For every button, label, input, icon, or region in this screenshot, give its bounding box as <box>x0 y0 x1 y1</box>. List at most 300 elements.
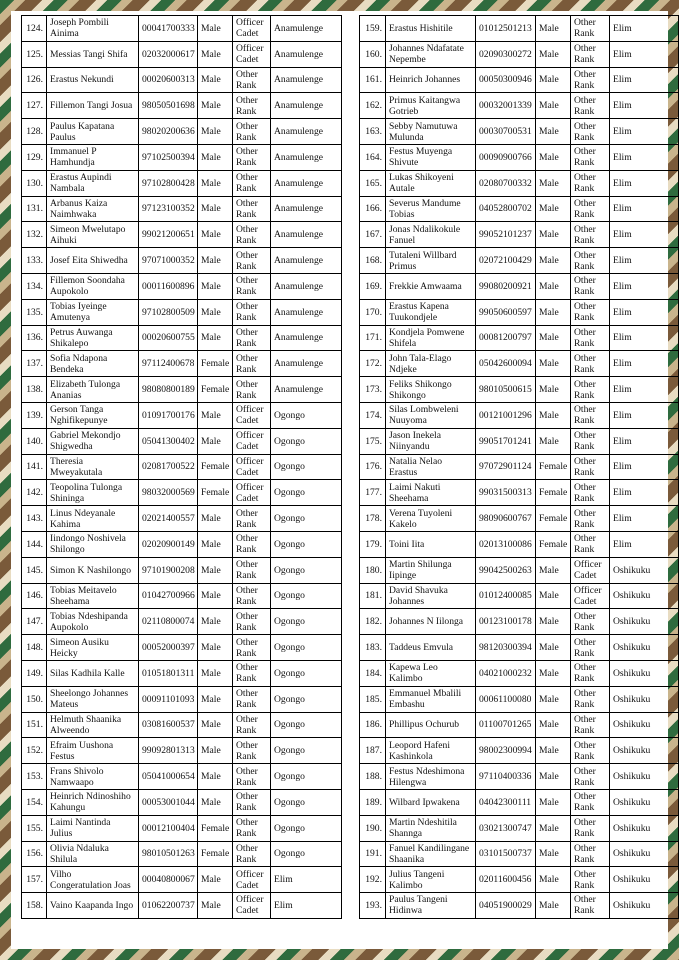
id-number-cell: 99052101237 <box>476 222 536 248</box>
id-number-cell: 00040800067 <box>139 867 198 893</box>
full-name-cell: Johannes Ndafatate Nepembe <box>386 41 476 67</box>
rank-cell: Other Rank <box>571 660 610 686</box>
table-row <box>22 222 342 248</box>
gender-cell: Male <box>198 893 233 919</box>
table-row <box>22 789 342 815</box>
id-number-cell: 00030700531 <box>476 119 536 145</box>
constituency-cell: Anamulenge <box>271 325 342 351</box>
row-number-cell: 192. <box>360 867 386 893</box>
rank-cell: Other Rank <box>233 248 271 274</box>
rank-cell: Other Rank <box>571 67 610 93</box>
constituency-cell: Elim <box>610 454 679 480</box>
row-number-cell: 177. <box>360 480 386 506</box>
full-name-cell: Martin Shilunga Iipinge <box>386 557 476 583</box>
rank-cell: Other Rank <box>571 41 610 67</box>
gender-cell: Male <box>198 16 233 42</box>
rank-cell: Other Rank <box>571 635 610 661</box>
rank-cell: Other Rank <box>233 506 271 532</box>
table-row <box>22 893 342 919</box>
id-number-cell: 97102800509 <box>139 299 198 325</box>
rank-cell: Other Rank <box>571 222 610 248</box>
rank-cell: Other Rank <box>233 377 271 403</box>
gender-cell: Female <box>536 454 571 480</box>
constituency-cell: Anamulenge <box>271 16 342 42</box>
rank-cell: Other Rank <box>233 738 271 764</box>
id-number-cell: 98002300994 <box>476 738 536 764</box>
rank-cell: Other Rank <box>571 789 610 815</box>
gender-cell: Male <box>198 764 233 790</box>
constituency-cell: Elim <box>610 93 679 119</box>
gender-cell: Male <box>536 557 571 583</box>
table-row <box>22 738 342 764</box>
row-number-cell: 173. <box>360 377 386 403</box>
table-row <box>360 93 679 119</box>
full-name-cell: Petrus Auwanga Shikalepo <box>47 325 139 351</box>
constituency-cell: Elim <box>610 325 679 351</box>
row-number-cell: 169. <box>360 273 386 299</box>
table-row <box>360 635 679 661</box>
full-name-cell: Fillemon Tangi Josua <box>47 93 139 119</box>
id-number-cell: 02090300272 <box>476 41 536 67</box>
full-name-cell: Sebby Namutuwa Mulunda <box>386 119 476 145</box>
gender-cell: Male <box>198 41 233 67</box>
full-name-cell: Simon K Nashilongo <box>47 557 139 583</box>
row-number-cell: 144. <box>22 531 47 557</box>
gender-cell: Male <box>536 867 571 893</box>
row-number-cell: 145. <box>22 557 47 583</box>
rank-cell: Other Rank <box>233 222 271 248</box>
row-number-cell: 147. <box>22 609 47 635</box>
id-number-cell: 04021000232 <box>476 660 536 686</box>
constituency-cell: Anamulenge <box>271 377 342 403</box>
gender-cell: Male <box>536 738 571 764</box>
id-number-cell: 98080800189 <box>139 377 198 403</box>
rank-cell: Other Rank <box>571 119 610 145</box>
table-row <box>22 712 342 738</box>
full-name-cell: Sofia Ndapona Bendeka <box>47 351 139 377</box>
full-name-cell: Feliks Shikongo Shikongo <box>386 377 476 403</box>
constituency-cell: Ogongo <box>271 480 342 506</box>
id-number-cell: 00050300946 <box>476 67 536 93</box>
id-number-cell: 00012100404 <box>139 815 198 841</box>
gender-cell: Male <box>536 686 571 712</box>
id-number-cell: 99051701241 <box>476 428 536 454</box>
table-row <box>360 402 679 428</box>
full-name-cell: Tobias Meitavelo Sheehama <box>47 583 139 609</box>
gender-cell: Female <box>536 506 571 532</box>
table-row <box>22 196 342 222</box>
full-name-cell: Tutaleni Willbard Primus <box>386 248 476 274</box>
rank-cell: Other Rank <box>571 144 610 170</box>
gender-cell: Female <box>198 351 233 377</box>
gender-cell: Male <box>536 764 571 790</box>
gender-cell: Male <box>198 93 233 119</box>
gender-cell: Male <box>536 635 571 661</box>
id-number-cell: 97101900208 <box>139 557 198 583</box>
gender-cell: Male <box>198 686 233 712</box>
id-number-cell: 99092801313 <box>139 738 198 764</box>
row-number-cell: 132. <box>22 222 47 248</box>
table-row <box>360 738 679 764</box>
row-number-cell: 146. <box>22 583 47 609</box>
full-name-cell: Messias Tangi Shifa <box>47 41 139 67</box>
table-row <box>22 867 342 893</box>
table-row <box>360 454 679 480</box>
gender-cell: Male <box>198 583 233 609</box>
table-row <box>22 583 342 609</box>
table-row <box>360 377 679 403</box>
id-number-cell: 00041700333 <box>139 16 198 42</box>
full-name-cell: Teopolina Tulonga Shininga <box>47 480 139 506</box>
full-name-cell: Jason Inekela Niinyandu <box>386 428 476 454</box>
row-number-cell: 165. <box>360 170 386 196</box>
row-number-cell: 141. <box>22 454 47 480</box>
row-number-cell: 155. <box>22 815 47 841</box>
table-row <box>22 170 342 196</box>
gender-cell: Male <box>536 377 571 403</box>
table-row <box>360 867 679 893</box>
gender-cell: Male <box>536 428 571 454</box>
row-number-cell: 129. <box>22 144 47 170</box>
id-number-cell: 98090600767 <box>476 506 536 532</box>
full-name-cell: Frekkie Amwaama <box>386 273 476 299</box>
id-number-cell: 00011600896 <box>139 273 198 299</box>
id-number-cell: 03081600537 <box>139 712 198 738</box>
full-name-cell: Paulus Kapatana Paulus <box>47 119 139 145</box>
row-number-cell: 187. <box>360 738 386 764</box>
gender-cell: Female <box>536 531 571 557</box>
id-number-cell: 98020200636 <box>139 119 198 145</box>
id-number-cell: 03021300747 <box>476 815 536 841</box>
full-name-cell: Fanuel Kandilingane Shaanika <box>386 841 476 867</box>
rank-cell: Officer Cadet <box>233 893 271 919</box>
id-number-cell: 98050501698 <box>139 93 198 119</box>
constituency-cell: Oshikuku <box>610 712 679 738</box>
row-number-cell: 138. <box>22 377 47 403</box>
row-number-cell: 185. <box>360 686 386 712</box>
constituency-cell: Ogongo <box>271 583 342 609</box>
gender-cell: Male <box>198 506 233 532</box>
row-number-cell: 151. <box>22 712 47 738</box>
table-row <box>22 93 342 119</box>
row-number-cell: 174. <box>360 402 386 428</box>
full-name-cell: Laimi Nantinda Julius <box>47 815 139 841</box>
id-number-cell: 00081200797 <box>476 325 536 351</box>
row-number-cell: 158. <box>22 893 47 919</box>
constituency-cell: Anamulenge <box>271 170 342 196</box>
table-row <box>360 712 679 738</box>
gender-cell: Male <box>198 67 233 93</box>
full-name-cell: Toini Iita <box>386 531 476 557</box>
full-name-cell: Frans Shivolo Namwaapo <box>47 764 139 790</box>
full-name-cell: Erastus Aupindi Nambala <box>47 170 139 196</box>
rank-cell: Other Rank <box>233 841 271 867</box>
id-number-cell: 05042600094 <box>476 351 536 377</box>
rank-cell: Other Rank <box>233 609 271 635</box>
table-row <box>22 273 342 299</box>
rank-cell: Other Rank <box>571 170 610 196</box>
constituency-cell: Anamulenge <box>271 248 342 274</box>
row-number-cell: 164. <box>360 144 386 170</box>
table-row <box>22 531 342 557</box>
full-name-cell: Wilbard Ipwakena <box>386 789 476 815</box>
gender-cell: Male <box>198 660 233 686</box>
id-number-cell: 02020900149 <box>139 531 198 557</box>
rank-cell: Other Rank <box>233 712 271 738</box>
full-name-cell: Vilho Congeratulation Joas <box>47 867 139 893</box>
rank-cell: Other Rank <box>233 557 271 583</box>
id-number-cell: 05041300402 <box>139 428 198 454</box>
row-number-cell: 131. <box>22 196 47 222</box>
constituency-cell: Ogongo <box>271 686 342 712</box>
id-number-cell: 98010500615 <box>476 377 536 403</box>
rank-cell: Other Rank <box>233 119 271 145</box>
gender-cell: Male <box>536 841 571 867</box>
full-name-cell: Taddeus Emvula <box>386 635 476 661</box>
full-name-cell: Natalia Nelao Erastus <box>386 454 476 480</box>
id-number-cell: 01012501213 <box>476 16 536 42</box>
rank-cell: Other Rank <box>571 248 610 274</box>
full-name-cell: Joseph Pombili Ainima <box>47 16 139 42</box>
rank-cell: Officer Cadet <box>233 454 271 480</box>
table-row <box>360 557 679 583</box>
id-number-cell: 02081700522 <box>139 454 198 480</box>
table-row <box>360 815 679 841</box>
rank-cell: Officer Cadet <box>233 16 271 42</box>
constituency-cell: Elim <box>271 867 342 893</box>
id-number-cell: 02072100429 <box>476 248 536 274</box>
row-number-cell: 142. <box>22 480 47 506</box>
id-number-cell: 04051900029 <box>476 893 536 919</box>
constituency-cell: Anamulenge <box>271 273 342 299</box>
rank-cell: Other Rank <box>233 273 271 299</box>
gender-cell: Female <box>198 454 233 480</box>
full-name-cell: Efraim Uushona Festus <box>47 738 139 764</box>
table-row <box>22 454 342 480</box>
row-number-cell: 154. <box>22 789 47 815</box>
constituency-cell: Oshikuku <box>610 583 679 609</box>
full-name-cell: Paulus Tangeni Hidinwa <box>386 893 476 919</box>
gender-cell: Male <box>198 402 233 428</box>
constituency-cell: Ogongo <box>271 557 342 583</box>
table-row <box>22 299 342 325</box>
gender-cell: Male <box>198 222 233 248</box>
row-number-cell: 168. <box>360 248 386 274</box>
full-name-cell: Leopord Hafeni Kashinkola <box>386 738 476 764</box>
table-row <box>22 815 342 841</box>
constituency-cell: Elim <box>610 170 679 196</box>
full-name-cell: John Tala-Elago Ndjeke <box>386 351 476 377</box>
row-number-cell: 184. <box>360 660 386 686</box>
gender-cell: Female <box>536 480 571 506</box>
table-row <box>22 428 342 454</box>
gender-cell: Male <box>198 789 233 815</box>
constituency-cell: Elim <box>610 273 679 299</box>
gender-cell: Male <box>536 299 571 325</box>
table-row <box>22 609 342 635</box>
table-row <box>22 506 342 532</box>
row-number-cell: 133. <box>22 248 47 274</box>
row-number-cell: 188. <box>360 764 386 790</box>
constituency-cell: Ogongo <box>271 660 342 686</box>
gender-cell: Male <box>536 67 571 93</box>
row-number-cell: 143. <box>22 506 47 532</box>
constituency-cell: Ogongo <box>271 609 342 635</box>
gender-cell: Male <box>536 170 571 196</box>
gender-cell: Male <box>198 196 233 222</box>
row-number-cell: 172. <box>360 351 386 377</box>
gender-cell: Male <box>198 867 233 893</box>
row-number-cell: 190. <box>360 815 386 841</box>
constituency-cell: Oshikuku <box>610 764 679 790</box>
row-number-cell: 135. <box>22 299 47 325</box>
full-name-cell: Jonas Ndalikokule Fanuel <box>386 222 476 248</box>
row-number-cell: 152. <box>22 738 47 764</box>
constituency-cell: Ogongo <box>271 841 342 867</box>
row-number-cell: 126. <box>22 67 47 93</box>
row-number-cell: 166. <box>360 196 386 222</box>
row-number-cell: 127. <box>22 93 47 119</box>
rank-cell: Other Rank <box>571 196 610 222</box>
full-name-cell: Kapewa Leo Kalimbo <box>386 660 476 686</box>
row-number-cell: 181. <box>360 583 386 609</box>
table-row <box>22 67 342 93</box>
gender-cell: Male <box>536 119 571 145</box>
row-number-cell: 191. <box>360 841 386 867</box>
rank-cell: Other Rank <box>233 531 271 557</box>
id-number-cell: 00123100178 <box>476 609 536 635</box>
constituency-cell: Anamulenge <box>271 41 342 67</box>
rank-cell: Other Rank <box>571 454 610 480</box>
constituency-cell: Ogongo <box>271 454 342 480</box>
gender-cell: Male <box>198 712 233 738</box>
rank-cell: Other Rank <box>571 712 610 738</box>
table-row <box>22 764 342 790</box>
id-number-cell: 04052800702 <box>476 196 536 222</box>
full-name-cell: Linus Ndeyanale Kahima <box>47 506 139 532</box>
table-row <box>360 16 679 42</box>
row-number-cell: 159. <box>360 16 386 42</box>
full-name-cell: Festus Ndeshimona Hilengwa <box>386 764 476 790</box>
table-row <box>22 41 342 67</box>
gender-cell: Female <box>198 815 233 841</box>
constituency-cell: Oshikuku <box>610 660 679 686</box>
row-number-cell: 148. <box>22 635 47 661</box>
constituency-cell: Elim <box>610 196 679 222</box>
constituency-cell: Elim <box>610 480 679 506</box>
rank-cell: Other Rank <box>571 93 610 119</box>
constituency-cell: Anamulenge <box>271 144 342 170</box>
full-name-cell: Simeon Ausiku Heicky <box>47 635 139 661</box>
id-number-cell: 01051801311 <box>139 660 198 686</box>
gender-cell: Male <box>536 93 571 119</box>
gender-cell: Female <box>198 377 233 403</box>
table-row <box>22 686 342 712</box>
row-number-cell: 134. <box>22 273 47 299</box>
row-number-cell: 182. <box>360 609 386 635</box>
rank-cell: Other Rank <box>571 738 610 764</box>
id-number-cell: 98120300394 <box>476 635 536 661</box>
full-name-cell: Erastus Hishitile <box>386 16 476 42</box>
full-name-cell: Heinrich Johannes <box>386 67 476 93</box>
rank-cell: Officer Cadet <box>571 557 610 583</box>
rank-cell: Other Rank <box>233 635 271 661</box>
gender-cell: Male <box>198 609 233 635</box>
gender-cell: Male <box>198 635 233 661</box>
row-number-cell: 179. <box>360 531 386 557</box>
table-row <box>360 170 679 196</box>
id-number-cell: 97110400336 <box>476 764 536 790</box>
rank-cell: Other Rank <box>571 273 610 299</box>
constituency-cell: Elim <box>610 351 679 377</box>
row-number-cell: 156. <box>22 841 47 867</box>
table-row <box>360 789 679 815</box>
full-name-cell: Immanuel P Hamhundja <box>47 144 139 170</box>
constituency-cell: Oshikuku <box>610 635 679 661</box>
row-number-cell: 150. <box>22 686 47 712</box>
rank-cell: Other Rank <box>571 351 610 377</box>
constituency-cell: Oshikuku <box>610 557 679 583</box>
gender-cell: Male <box>536 583 571 609</box>
table-row <box>360 660 679 686</box>
id-number-cell: 02110800074 <box>139 609 198 635</box>
full-name-cell: Julius Tangeni Kalimbo <box>386 867 476 893</box>
gender-cell: Male <box>536 41 571 67</box>
constituency-cell: Elim <box>610 299 679 325</box>
id-number-cell: 97072901124 <box>476 454 536 480</box>
gender-cell: Male <box>198 428 233 454</box>
rank-cell: Other Rank <box>233 144 271 170</box>
constituency-cell: Oshikuku <box>610 789 679 815</box>
full-name-cell: Sheelongo Johannes Mateus <box>47 686 139 712</box>
row-number-cell: 137. <box>22 351 47 377</box>
full-name-cell: Simeon Mwelutapo Aihuki <box>47 222 139 248</box>
constituency-cell: Anamulenge <box>271 351 342 377</box>
full-name-cell: Tobias Iyeinge Amutenya <box>47 299 139 325</box>
row-number-cell: 125. <box>22 41 47 67</box>
constituency-cell: Ogongo <box>271 712 342 738</box>
id-number-cell: 01012400085 <box>476 583 536 609</box>
id-number-cell: 98032000569 <box>139 480 198 506</box>
full-name-cell: Gabriel Mekondjo Shigwedha <box>47 428 139 454</box>
rank-cell: Other Rank <box>571 531 610 557</box>
table-row <box>360 325 679 351</box>
constituency-cell: Elim <box>610 144 679 170</box>
gender-cell: Male <box>198 557 233 583</box>
full-name-cell: Kondjela Pomwene Shifela <box>386 325 476 351</box>
id-number-cell: 04042300111 <box>476 789 536 815</box>
rank-cell: Other Rank <box>571 377 610 403</box>
full-name-cell: Severus Mandume Tobias <box>386 196 476 222</box>
rank-cell: Other Rank <box>233 789 271 815</box>
rank-cell: Other Rank <box>233 660 271 686</box>
id-number-cell: 00020600755 <box>139 325 198 351</box>
constituency-cell: Oshikuku <box>610 893 679 919</box>
constituency-cell: Ogongo <box>271 789 342 815</box>
table-row <box>22 841 342 867</box>
rank-cell: Other Rank <box>571 506 610 532</box>
id-number-cell: 02032000617 <box>139 41 198 67</box>
id-number-cell: 02013100086 <box>476 531 536 557</box>
table-row <box>360 351 679 377</box>
id-number-cell: 01100701265 <box>476 712 536 738</box>
rank-cell: Other Rank <box>233 325 271 351</box>
document-page <box>11 11 668 949</box>
id-number-cell: 97071000352 <box>139 248 198 274</box>
rank-cell: Other Rank <box>233 67 271 93</box>
full-name-cell: Festus Muyenga Shivute <box>386 144 476 170</box>
gender-cell: Male <box>536 16 571 42</box>
